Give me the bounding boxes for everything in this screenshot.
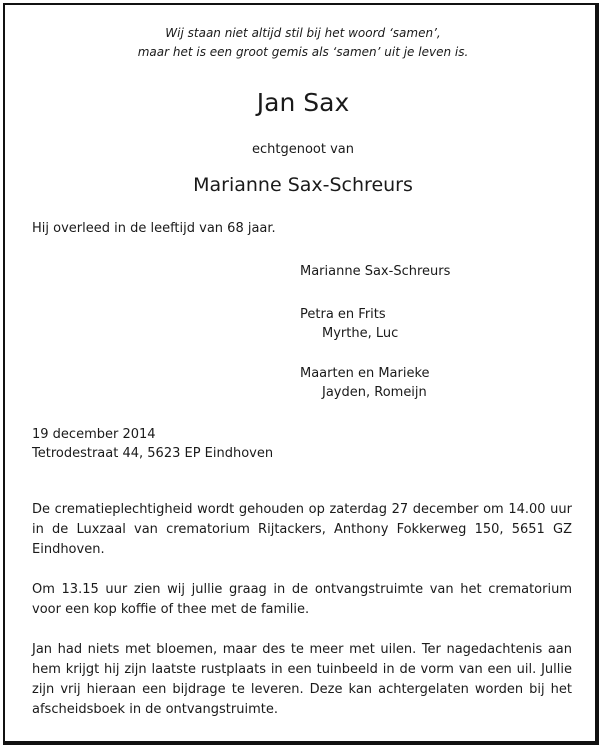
family-spouse: Marianne Sax-Schreurs bbox=[300, 264, 451, 279]
ceremony-paragraph: De crematieplechtigheid wordt gehouden op zaterdag 27 december om 14.00 uur in de Luxzaal van crematorium Rijtackers, Anthony Fokkerweg 150, 5651 GZ Eindhoven. bbox=[32, 502, 572, 557]
quote-line-2: maar het is een groot gemis als ‘samen’ uit je leven is. bbox=[137, 45, 469, 59]
spouse-name: Marianne Sax-Schreurs bbox=[193, 174, 413, 196]
relation-text: echtgenoot van bbox=[251, 142, 354, 157]
coffee-paragraph: Om 13.15 uur zien wij jullie graag in de ontvangstruimte van het crematorium voor een kop koffie of thee met de familie. bbox=[32, 582, 572, 617]
owl-paragraph: Jan had niets met bloemen, maar des te meer met uilen. Ter nagedachtenis aan hem krijgt hij zijn laatste rustplaats in een tuinbeeld in de vorm van een uil. Jullie zijn vrij hieraan een bijdrage te leveren. Deze kan achtergelaten worden bij het afscheidsboek in de ontvangstruimte. bbox=[32, 642, 572, 717]
family-group-2 bbox=[300, 364, 430, 402]
family-group-2-children: Jayden, Romeijn bbox=[322, 385, 427, 400]
home-address: Tetrodestraat 44, 5623 EP Eindhoven bbox=[32, 446, 274, 461]
family-group-1-children: Myrthe, Luc bbox=[322, 326, 399, 341]
family-group-2-parents: Maarten en Marieke bbox=[300, 366, 430, 381]
deceased-name: Jan Sax bbox=[256, 88, 350, 117]
age-statement: Hij overleed in de leeftijd van 68 jaar. bbox=[32, 221, 276, 236]
opening-quote bbox=[0, 24, 606, 62]
quote-line-1: Wij staan niet altijd stil bij het woord ‘samen’, bbox=[165, 26, 441, 40]
family-group-1-parents: Petra en Frits bbox=[300, 307, 386, 322]
date-address bbox=[32, 425, 273, 463]
family-group-1 bbox=[300, 305, 398, 343]
death-date: 19 december 2014 bbox=[32, 427, 156, 442]
